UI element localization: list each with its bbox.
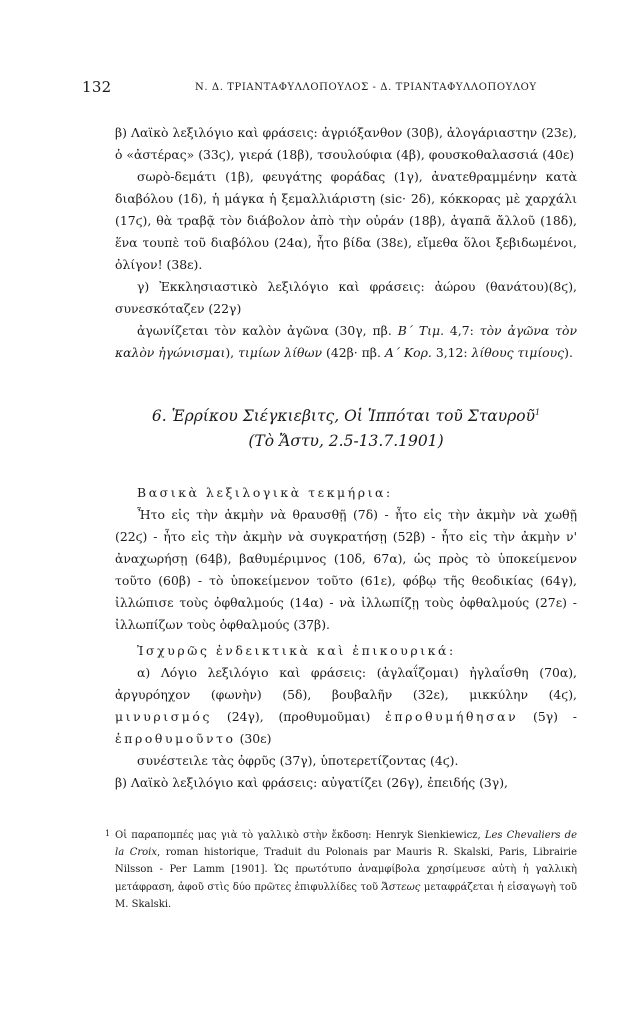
text-segment: (42β· πβ. [322,345,385,360]
footnote-book-title: Les Chevaliers de la Croix [115,830,577,859]
paragraph-church-examples [115,320,577,364]
paragraph-text: β) Λαϊκὸ λεξιλόγιο καὶ φράσεις: αὐγατίζει (26γ), ἐπειδής (3γ), [115,775,508,790]
text-segment: 4,7: [444,323,480,338]
italic-term: τιμίων λίθων [238,345,323,360]
paragraph-basic-evidence [115,504,577,636]
section-title-text: 6. Ἑρρίκου Σιέγκιεβιτς, Οἱ Ἱππόται τοῦ Σταυροῦ [151,407,536,425]
spaced-term: ἐπροθυμοῦντο [115,731,236,746]
page-body [115,122,577,794]
footnote [105,827,577,913]
text-segment: ), [225,345,239,360]
paragraph-learned-vocabulary [115,662,577,750]
paragraph-folk-vocabulary [115,122,577,166]
footnote-text: μεταφράζεται ἡ εἰσαγωγὴ τοῦ M. Skalski. [115,881,577,910]
paragraph-text: γ) Ἐκκλησιαστικὸ λεξιλόγιο καὶ φράσεις: ἀώρου (θανάτου)(8ϛ), συνεσκόταζεν (22γ) [115,279,577,316]
text-segment: (30ε) [235,731,272,746]
paragraph-folk-examples [115,166,577,276]
subheading-strong-indicators: Ἰσχυρῶς ἐνδεικτικὰ καὶ ἐπικουρικά: [137,643,456,658]
scripture-ref: Β΄ Τιμ. [397,323,445,338]
scripture-ref: Α΄ Κορ. [384,345,432,360]
text-segment: (5γ) - [518,709,577,724]
footnote-text: , roman historique, Traduit du Polonais par Mauris R. Skalski, Paris, Librairie Nilsson - Per Lamm [1901]. Ὡς πρωτότυπο ἀναμφίβολα χρησίμευσε αὐτὴ ἡ γαλλικὴ μετάφραση, ἀφοῦ στὶς δύο πρῶτες ἐπιφυλλίδες τοῦ [115,847,577,893]
footnote-ref: 1 [535,407,541,417]
footnote-mark: 1 [105,829,111,838]
paragraph-text: β) Λαϊκὸ λεξιλόγιο καὶ φράσεις: ἀγριόξανθον (30β), ἀλογάριαστην (23ε), ὁ «ἀστέρας» (33ϛ), γιερά (18β), τσουλούφια (4β), φουσκοθαλασσιά (40ε) [115,125,577,162]
paragraph-learned-examples [115,750,577,772]
text-segment: ). [564,345,573,360]
spaced-term: μινυρισμός [115,709,213,724]
section-subtitle: (Τὸ Ἄστυ, 2.5-13.7.1901) [248,432,444,450]
text-segment: ἀγωνίζεται τὸν καλὸν ἀγῶνα (30γ, πβ. [137,323,398,338]
paragraph-text: συνέστειλε τὰς ὀφρῦς (37γ), ὑποτερετίζοντας (4ϛ). [137,753,459,768]
section-title-line [115,404,577,429]
footnote-newspaper-name: Ἄστεως [381,881,421,893]
paragraph-church-vocabulary [115,276,577,320]
page-number: 132 [82,78,112,96]
running-head: Ν. Δ. ΤΡΙΑΝΤΑΦΥΛΛΟΠΟΥΛΟΣ - Δ. ΤΡΙΑΝΤΑΦΥΛΛΟΠΟΥΛΟΥ [195,82,537,93]
footnote-text: Οἱ παραπομπές μας γιὰ τὸ γαλλικὸ στὴν ἔκδοση: Henryk Sienkiewicz, [115,830,485,841]
text-segment: α) Λόγιο λεξιλόγιο καὶ φράσεις: (ἀγλαΐζομαι) ἠγλαΐσθη (70α), ἀργυρόηχον (φωνὴν) (5δ), βουβαλῆν (32ε), μικκύλην (4ϛ), [115,665,577,702]
paragraph-text: σωρὸ-δεμάτι (1β), φευγάτης φοράδας (1γ), ἀνατεθραμμένην κατὰ διαβόλου (1δ), ἡ μάγκα ἡ ξεμαλλιάριστη (sic· 2δ), κόκκορας μὲ χαρχάλι (17ϛ), θὰ τραβᾷ τὸν διάβολον ἀπὸ τὴν οὐράν (18β), ἀγαπᾶ ἄλλοῦ (18δ), ἕνα τουπὲ τοῦ διαβόλου (24α), ἦτο βίδα (38ε), εἴμεθα ὅλοι ξεβιδωμένοι, ὀλίγον! (38ε). [115,169,577,272]
subheading-basic-evidence: Βασικὰ λεξιλογικὰ τεκμήρια: [137,485,393,500]
scripture-quote: τὸν ἀγῶνα τὸν καλὸν ἠγώνισμαι [115,323,577,360]
text-segment: (24γ), (προθυμοῦμαι) [212,709,386,724]
paragraph-folk-vocabulary-2 [115,772,577,794]
section-title [115,404,577,454]
text-segment: 3,12: [431,345,472,360]
paragraph-text: Ἦτο εἰς τὴν ἀκμὴν νὰ θραυσθῇ (7δ) - ἦτο εἰς τὴν ἀκμὴν νὰ χωθῇ (22ϛ) - ἦτο εἰς τὴν ἀκμὴν νὰ συγκρατήσῃ (52β) - ἦτο εἰς τὴν ἀκμὴν ν' ἀναχωρήσῃ (64β), βαθυμέριμνος (10δ, 67α), ὡς πρὸς τὸ ὑποκείμενον τοῦτο (60β) - τὸ ὑποκείμενον τοῦτο (61ε), φόβῳ τῆς θεοδικίας (64γ), ἰλλώπισε τοὺς ὀφθαλμούς (14α) - νὰ ἰλλωπίζῃ τοὺς ὀφθαλμούς (27ε) - ἰλλωπίζων τοὺς ὀφθαλμούς (37β). [115,507,577,632]
spaced-term: ἐπροθυμήθησαν [385,709,519,724]
scripture-quote: λίθους τιμίους [471,345,565,360]
